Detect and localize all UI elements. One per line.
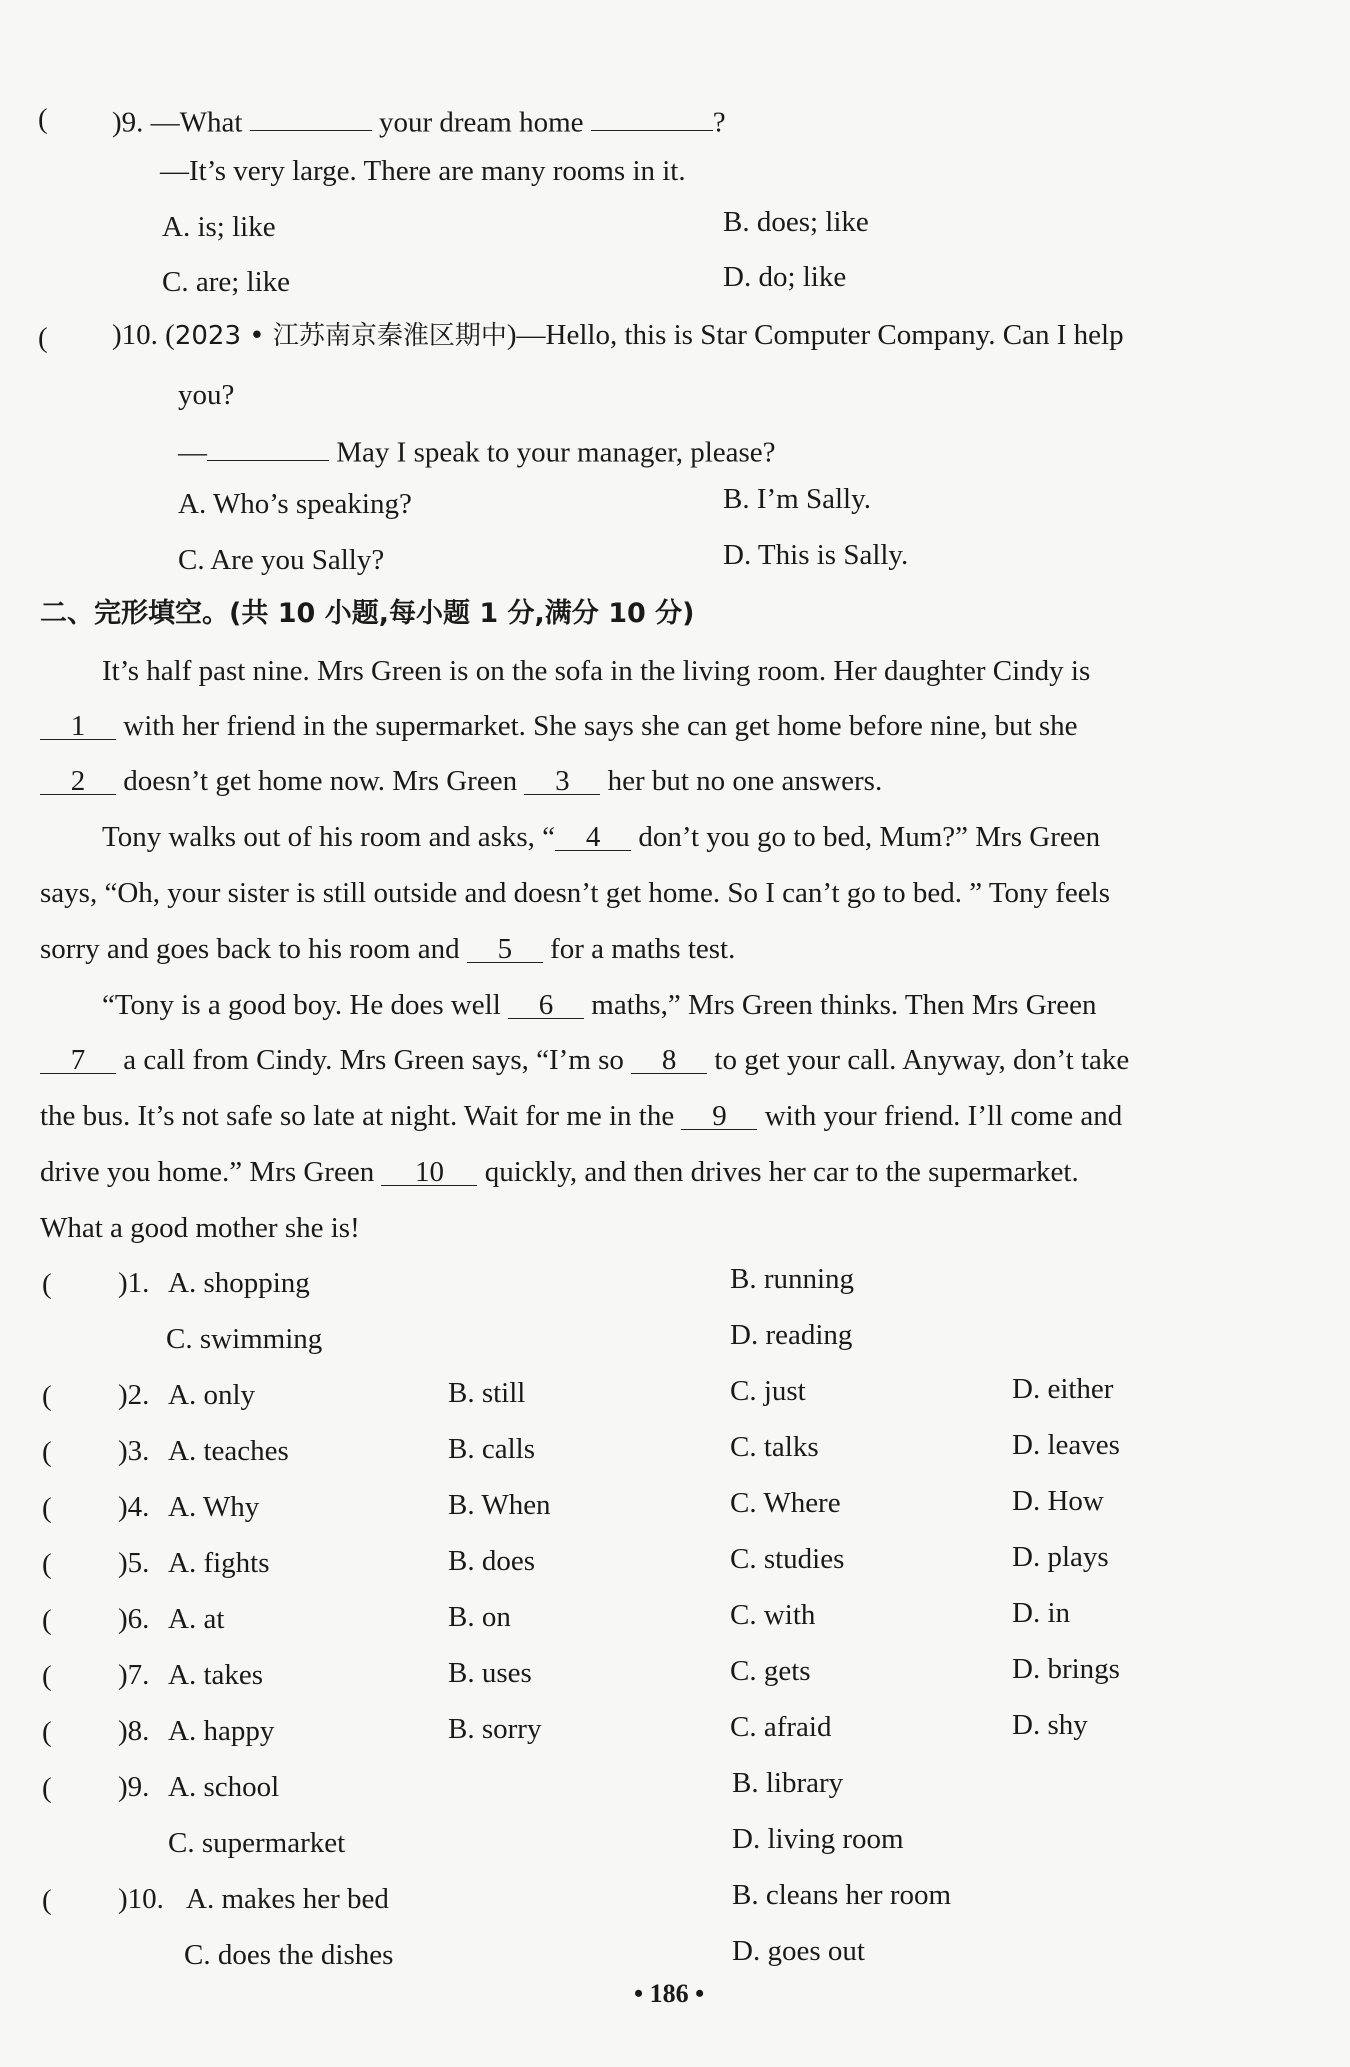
choice-d: D. reading — [730, 1319, 853, 1351]
option-b: B. does; like — [723, 206, 869, 238]
choice-number: )1. — [118, 1267, 150, 1299]
choice-a: A. happy — [168, 1715, 275, 1747]
passage-text: to get your call. Anyway, don’t take — [714, 1044, 1130, 1076]
option-c: C. Are you Sally? — [178, 544, 385, 576]
blank-number: 4 — [585, 821, 601, 853]
passage-text: doesn’t get home now. Mrs Green — [123, 765, 518, 797]
choice-d: D. living room — [732, 1823, 904, 1855]
choice-number: )9. — [118, 1771, 150, 1803]
passage-line — [102, 820, 1100, 855]
passage-line — [40, 1155, 1079, 1190]
section-heading: 二、完形填空。(共 10 小题,每小题 1 分,满分 10 分) — [40, 598, 695, 629]
choice-number: )4. — [118, 1491, 150, 1523]
passage-text: for a maths test. — [550, 933, 736, 965]
question-10-source: 2023 • 江苏南京秦淮区期中 — [174, 321, 507, 351]
blank-number: 8 — [661, 1044, 677, 1076]
choice-c: C. Where — [730, 1487, 841, 1519]
choice-b: B. library — [732, 1767, 844, 1799]
answer-paren: ( — [42, 1604, 52, 1636]
passage-line — [40, 709, 1078, 744]
choice-a: A. takes — [168, 1659, 264, 1691]
question-10-prompt — [112, 318, 1124, 353]
passage-text: Tony walks out of his room and asks, “ — [102, 821, 556, 853]
blank-number: 10 — [414, 1156, 444, 1188]
passage-text: maths,” Mrs Green thinks. Then Mrs Green — [591, 989, 1097, 1021]
choice-a: A. at — [168, 1603, 225, 1635]
page-number: • 186 • — [634, 1979, 705, 2008]
choice-a: A. fights — [168, 1547, 270, 1579]
passage-text: with her friend in the supermarket. She says she can get home before nine, but she — [123, 710, 1078, 742]
choice-b: B. does — [448, 1545, 535, 1577]
answer-paren: ( — [42, 1492, 52, 1524]
passage-text: the bus. It’s not safe so late at night. Wait for me in the — [40, 1100, 675, 1132]
question-9-number: )9. —What — [112, 106, 243, 139]
choice-b: B. still — [448, 1377, 526, 1409]
choice-a: A. only — [168, 1379, 255, 1411]
option-a: A. Who’s speaking? — [178, 488, 412, 520]
blank-number: 3 — [555, 765, 570, 797]
passage-text: don’t you go to bed, Mum?” Mrs Green — [638, 821, 1101, 853]
passage-line: It’s half past nine. Mrs Green is on the sofa in the living room. Her daughter Cindy is — [102, 655, 1091, 687]
passage-line — [40, 1099, 1122, 1134]
option-d: D. This is Sally. — [723, 539, 909, 571]
choice-a: A. teaches — [168, 1435, 289, 1467]
choice-c: C. gets — [730, 1655, 811, 1687]
option-a: A. is; like — [162, 211, 276, 243]
choice-b: B. When — [448, 1489, 551, 1521]
question-9-middle: your dream home — [378, 106, 584, 139]
answer-paren: ( — [42, 1772, 52, 1804]
choice-b: B. calls — [448, 1433, 535, 1465]
option-b: B. I’m Sally. — [723, 483, 871, 515]
question-10-reply — [178, 430, 776, 470]
choice-number: )8. — [118, 1715, 150, 1747]
passage-line — [40, 932, 735, 967]
answer-paren: ( — [42, 1436, 52, 1468]
choice-d: D. How — [1012, 1485, 1104, 1517]
answer-paren: ( — [42, 1884, 52, 1916]
choice-b: B. cleans her room — [732, 1879, 952, 1911]
passage-text: “Tony is a good boy. He does well — [102, 989, 501, 1021]
choice-number: )3. — [118, 1435, 150, 1467]
passage-line: says, “Oh, your sister is still outside and doesn’t get home. So I can’t go to bed. ” Tony feels — [40, 877, 1111, 909]
blank-number: 5 — [497, 933, 513, 965]
choice-c: C. just — [730, 1375, 806, 1407]
question-9-end: ? — [712, 106, 726, 139]
option-d: D. do; like — [723, 261, 847, 293]
answer-paren: ( — [42, 1380, 52, 1412]
choice-a: A. makes her bed — [186, 1883, 389, 1915]
choice-c: C. does the dishes — [184, 1939, 394, 1971]
choice-c: C. talks — [730, 1431, 819, 1463]
blank-number: 1 — [70, 710, 86, 742]
blank-number: 7 — [70, 1044, 86, 1076]
answer-blank — [591, 100, 713, 131]
choice-c: C. swimming — [166, 1323, 323, 1355]
choice-a: A. Why — [168, 1491, 260, 1523]
choice-number: )5. — [118, 1547, 150, 1579]
choice-d: D. brings — [1012, 1653, 1120, 1685]
choice-a: A. shopping — [168, 1267, 310, 1299]
choice-b: B. on — [448, 1601, 511, 1633]
passage-line — [102, 988, 1097, 1023]
answer-blank — [207, 430, 329, 461]
question-10-text: )—Hello, this is Star Computer Company. Can I help — [506, 319, 1124, 351]
passage-line — [40, 1043, 1129, 1078]
reply-text: May I speak to your manager, please? — [336, 436, 776, 469]
choice-d: D. plays — [1012, 1541, 1109, 1573]
answer-paren: ( — [38, 103, 48, 135]
question-10-prompt-wrap: you? — [178, 379, 235, 411]
question-9-answer: —It’s very large. There are many rooms in it. — [160, 155, 686, 187]
question-10-number: )10. ( — [112, 319, 175, 351]
answer-paren: ( — [42, 1268, 52, 1300]
choice-b: B. uses — [448, 1657, 532, 1689]
choice-d: D. either — [1012, 1373, 1114, 1405]
answer-paren: ( — [42, 1716, 52, 1748]
choice-c: C. studies — [730, 1543, 845, 1575]
passage-line — [40, 764, 882, 799]
choice-d: D. goes out — [732, 1935, 865, 1967]
blank-number: 6 — [538, 989, 554, 1021]
choice-c: C. afraid — [730, 1711, 832, 1743]
answer-blank — [250, 100, 372, 131]
blank-number: 2 — [70, 765, 86, 797]
passage-text: her but no one answers. — [607, 765, 883, 797]
answer-paren: ( — [42, 1548, 52, 1580]
question-9-prompt — [112, 100, 726, 140]
option-c: C. are; like — [162, 266, 291, 298]
choice-number: )7. — [118, 1659, 150, 1691]
passage-line: What a good mother she is! — [40, 1212, 360, 1244]
choice-b: B. running — [730, 1263, 855, 1295]
passage-text: a call from Cindy. Mrs Green says, “I’m so — [123, 1044, 624, 1076]
choice-d: D. leaves — [1012, 1429, 1120, 1461]
passage-text: sorry and goes back to his room and — [40, 933, 460, 965]
answer-paren: ( — [38, 322, 48, 354]
passage-text: quickly, and then drives her car to the supermarket. — [484, 1156, 1079, 1188]
choice-number: )10. — [118, 1883, 164, 1915]
choice-d: D. in — [1012, 1597, 1070, 1629]
blank-number: 9 — [712, 1100, 727, 1132]
choice-a: A. school — [168, 1771, 280, 1803]
passage-text: with your friend. I’ll come and — [764, 1100, 1123, 1132]
choice-c: C. supermarket — [168, 1827, 346, 1859]
choice-number: )6. — [118, 1603, 150, 1635]
passage-text: drive you home.” Mrs Green — [40, 1156, 375, 1188]
choice-number: )2. — [118, 1379, 150, 1411]
choice-d: D. shy — [1012, 1709, 1088, 1741]
choice-c: C. with — [730, 1599, 816, 1631]
answer-paren: ( — [42, 1660, 52, 1692]
choice-b: B. sorry — [448, 1713, 542, 1745]
reply-dash: — — [178, 436, 207, 469]
